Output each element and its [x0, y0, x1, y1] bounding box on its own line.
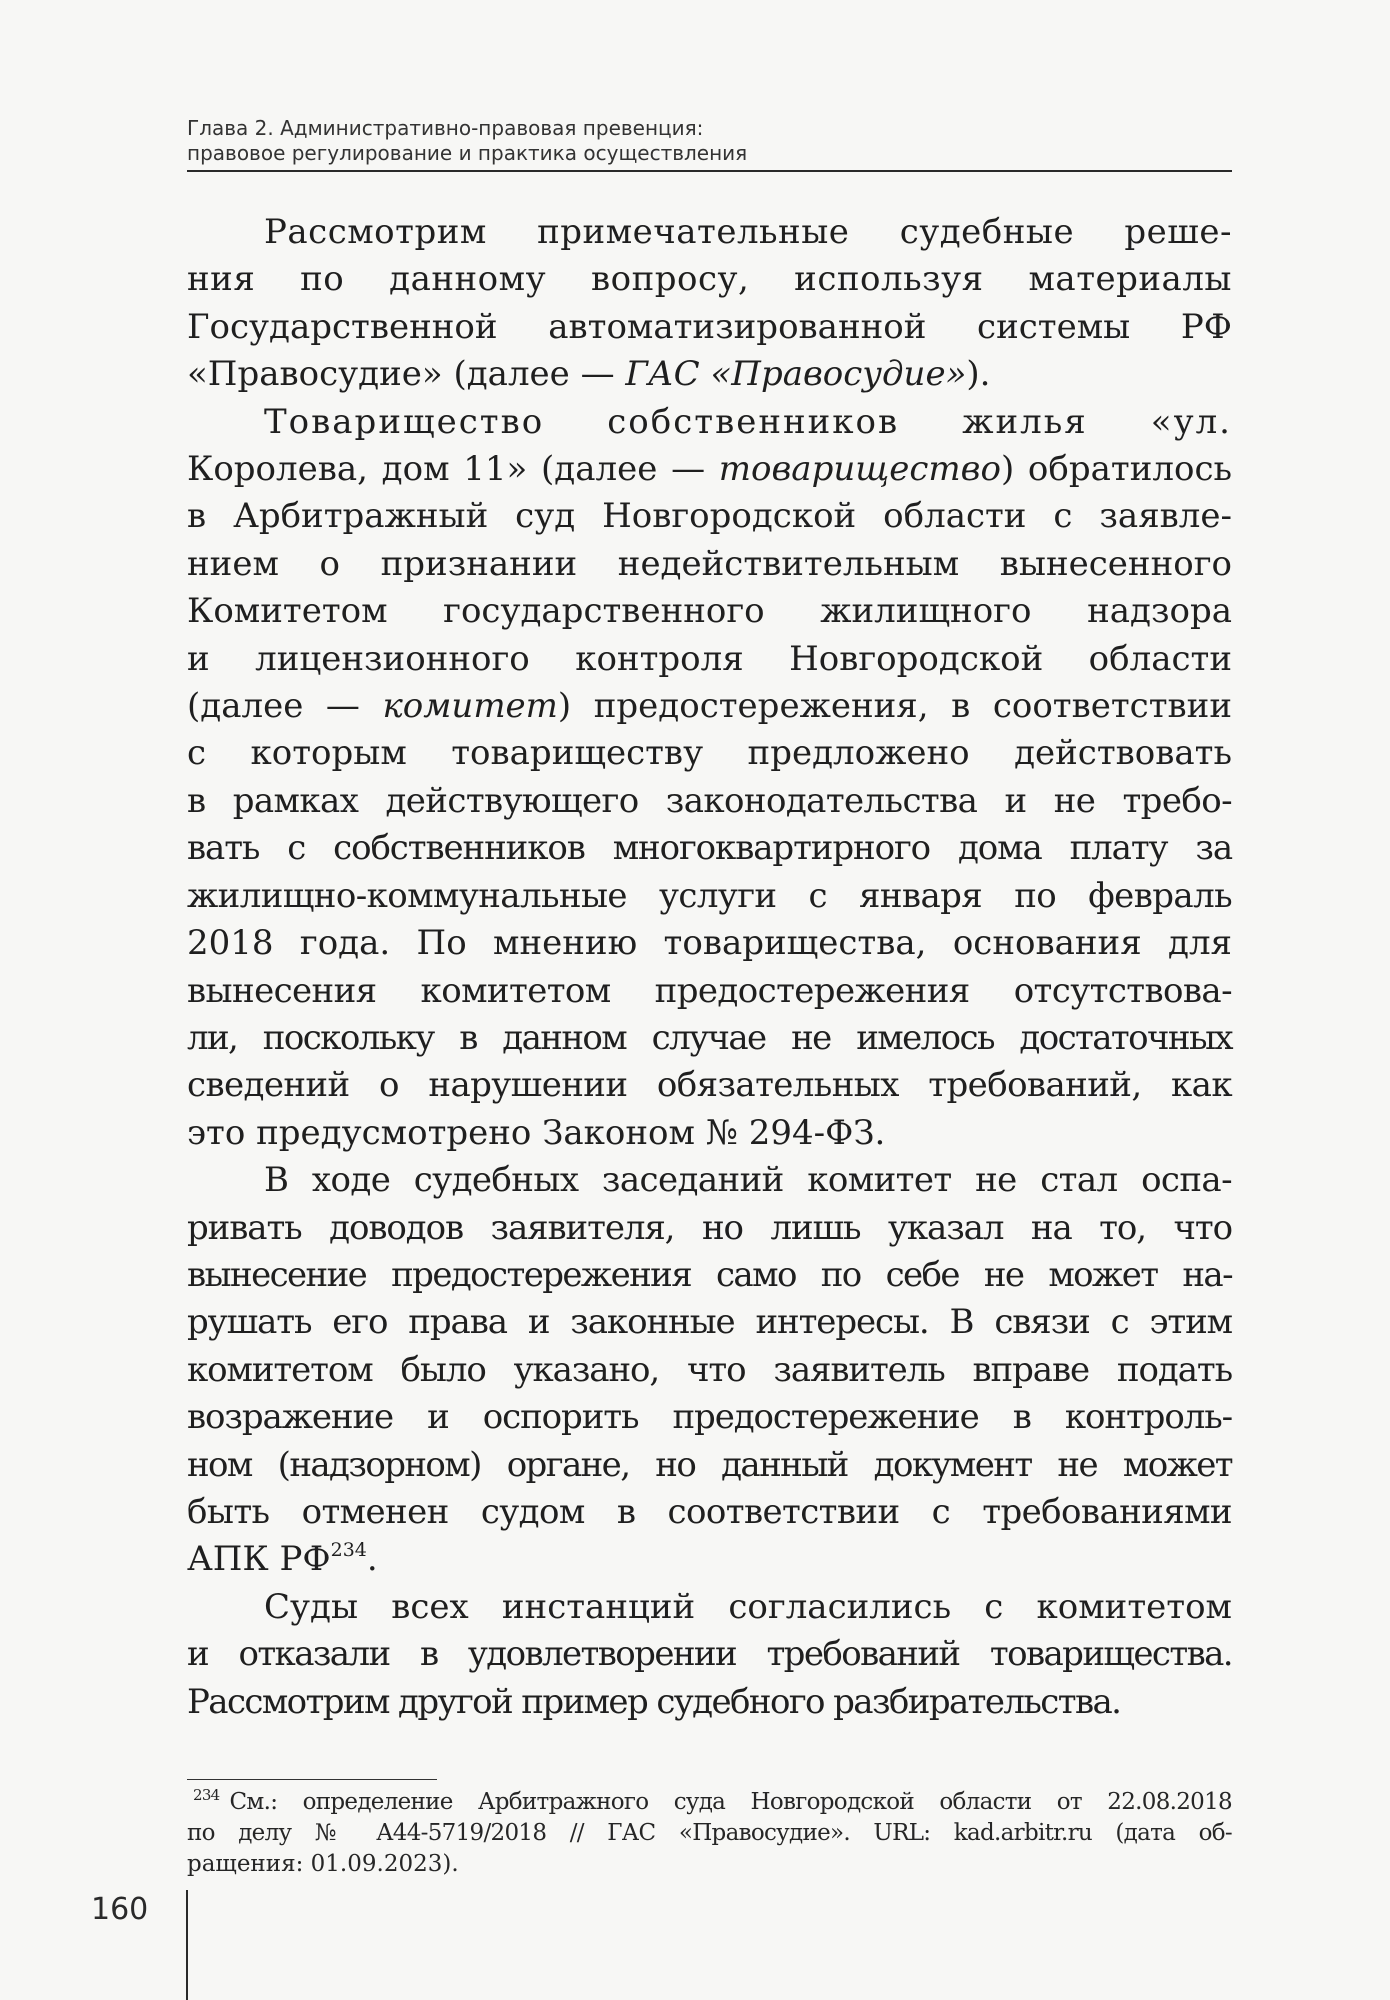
- text-line: ли, поскольку в данном случае не имелось достаточных: [187, 1017, 1232, 1058]
- text-line: жилищно-коммунальные услуги с января по февраль: [187, 875, 1232, 916]
- text-line: комитетом было указано, что заявитель вправе подать: [187, 1349, 1232, 1390]
- text-fragment: Королева, дом 11» (далее —: [187, 449, 719, 490]
- text-fragment: ) предостережения, в соответствии: [557, 686, 1232, 727]
- text-line: вать с собственников многоквартирного дома плату за: [187, 828, 1232, 869]
- text-line: [187, 1536, 1232, 1583]
- text-line: в рамках действующего законодательства и не требо-: [187, 780, 1232, 821]
- body-text: [187, 209, 1232, 1726]
- emphasis-term: товарищество: [718, 449, 1001, 490]
- text-fragment: См.: определение Арбитражного суда Новгородской области от 22.08.2018: [229, 1789, 1232, 1815]
- footnote-line: [187, 1787, 1232, 1818]
- footnote-line: по делу № А44-5719/2018 // ГАС «Правосудие». URL: kad.arbitr.ru (дата об-: [187, 1820, 1232, 1846]
- footnote-reference[interactable]: 234: [330, 1539, 367, 1562]
- text-line: вынесения комитетом предостережения отсутствова-: [187, 970, 1232, 1011]
- paragraph-3: [187, 1157, 1232, 1584]
- text-fragment: .: [366, 1539, 378, 1580]
- text-line: ном (надзорном) органе, но данный документ не может: [187, 1444, 1232, 1485]
- emphasis-term: комитет: [382, 686, 558, 727]
- footnote-number: 234: [193, 1786, 220, 1804]
- text-fragment: АПК РФ: [187, 1539, 331, 1580]
- text-fragment: (далее —: [187, 686, 383, 727]
- text-line: рушать его права и законные интересы. В связи с этим: [187, 1302, 1232, 1343]
- text-line: быть отменен судом в соответствии с требованиями: [187, 1491, 1232, 1532]
- text-line: ния по данному вопросу, используя материалы: [187, 259, 1232, 300]
- page-number: 160: [91, 1892, 149, 1927]
- text-line: в Арбитражный суд Новгородской области с заявле-: [187, 496, 1232, 537]
- margin-rule: [186, 1890, 188, 2000]
- text-line: возражение и оспорить предостережение в контроль-: [187, 1397, 1232, 1438]
- text-line: Рассмотрим примечательные судебные реше-: [264, 212, 1232, 252]
- text-fragment: ) обратилось: [1000, 449, 1232, 490]
- running-head: [187, 116, 1232, 166]
- text-line: [187, 683, 1232, 730]
- footnote-rule: [187, 1779, 437, 1780]
- text-line: Рассмотрим другой пример судебного разбирательства.: [187, 1681, 1121, 1722]
- text-line: В ходе судебных заседаний комитет не стал оспа-: [264, 1160, 1232, 1201]
- header-rule: [187, 170, 1232, 172]
- text-line: и отказали в удовлетворении требований товарищества.: [187, 1634, 1232, 1675]
- text-fragment: ).: [966, 354, 991, 395]
- emphasis-term: ГАС «Правосудие»: [625, 354, 967, 395]
- running-head-line-2: правовое регулирование и практика осуществления: [187, 141, 748, 165]
- paragraph-4: [187, 1584, 1232, 1726]
- text-line: ривать доводов заявителя, но лишь указал на то, что: [187, 1207, 1232, 1248]
- text-line: Суды всех инстанций согласились с комитетом: [264, 1586, 1232, 1627]
- text-line: [187, 446, 1232, 493]
- paragraph-1: [187, 209, 1232, 399]
- footnote: [187, 1787, 1232, 1880]
- text-line: это предусмотрено Законом № 294-ФЗ.: [187, 1112, 886, 1153]
- text-line: [187, 351, 1232, 398]
- text-line: нием о признании недействительным вынесенного: [187, 543, 1232, 584]
- text-fragment: «Правосудие» (далее —: [187, 354, 626, 395]
- text-line: и лицензионного контроля Новгородской области: [187, 638, 1232, 679]
- text-line: Государственной автоматизированной системы РФ: [187, 306, 1232, 347]
- text-line: Комитетом государственного жилищного надзора: [187, 591, 1232, 632]
- text-line: с которым товариществу предложено действовать: [187, 733, 1232, 774]
- footnote-line: ращения: 01.09.2023).: [187, 1851, 459, 1877]
- text-line: 2018 года. По мнению товарищества, основания для: [187, 923, 1232, 964]
- running-head-line-1: Глава 2. Административно-правовая превенция:: [187, 116, 704, 140]
- text-line: вынесение предостережения само по себе не может на-: [187, 1254, 1232, 1295]
- paragraph-2: [187, 399, 1232, 1158]
- text-line: Товарищество собственников жилья «ул.: [264, 401, 1232, 442]
- text-line: сведений о нарушении обязательных требований, как: [187, 1065, 1232, 1106]
